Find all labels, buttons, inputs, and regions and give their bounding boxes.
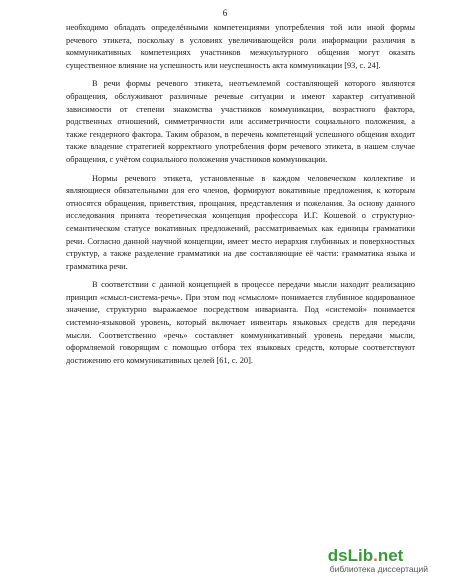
body-text — [66, 22, 415, 367]
paragraph-continuation: необходимо обладать определёнными компетенциями употребления той или иной формы речевого этикета, поскольку в условиях увеличивающейся роли информации различия в коммуникативных компетенциях участников межкультурного общения могут оказать существенное влияние на успешность или неуспешность акта коммуникации [93, с. 24]. — [66, 23, 415, 70]
paragraph-concept: В соответствии с данной концепцией в процессе передачи мысли находит реализацию принцип «смысл-система-речь». При этом под «смыслом» понимается глубинное кодированное значение, структурно выражаемое посредством инварианта. Под «системой» понимается системно-языковой уровень, который включает инвентарь языковых средств для передачи мысли. Соответственно «речь» составляет коммуникативный уровень передачи мысли, оформляемой говорящим с помощью отбора тех языковых средств, которые соответствуют достижению его коммуникативных целей [61, с. 20]. — [66, 280, 415, 365]
dslib-logo: dsLib.net — [327, 546, 404, 565]
paragraph-norms: Нормы речевого этикета, установленные в каждом человеческом коллективе и являющиеся обязательными для его членов, формируют вокативные предложения, к которым относятся обращения, приветствия, прощания, представления и пожелания. За основу данного исследования принята теоретическая концепция профессора И.Г. Кошевой о структурно-семантическом статусе вокативных предложений, рассматриваемых как единицы грамматики речи. Согласно данной научной концепции, имеет место иерархия глубинных и поверхностных структур, а также разделение грамматики на две составляющие её части: грамматика языка и грамматика речи. — [66, 173, 415, 271]
page-number: 6 — [222, 8, 228, 18]
dslib-subtitle: библиотека диссертаций — [329, 564, 428, 574]
dslib-watermark — [324, 545, 432, 576]
paragraph-speech-etiquette: В речи формы речевого этикета, неотъемлемой составляющей которого являются обращения, обслуживают различные речевые ситуации и имеют характер ситуативной зависимости от степени знакомства участников коммуникации, возрастного фактора, родственных отношений, симметричности или ассиметричности социального положения, а также гендерного фактора. Таким образом, в перечень компетенций успешного общения входит также владение стратегией корректного употребления форм речевого этикета, в нашем случае обращения, с учётом социального положения участников коммуникации. — [66, 79, 415, 164]
